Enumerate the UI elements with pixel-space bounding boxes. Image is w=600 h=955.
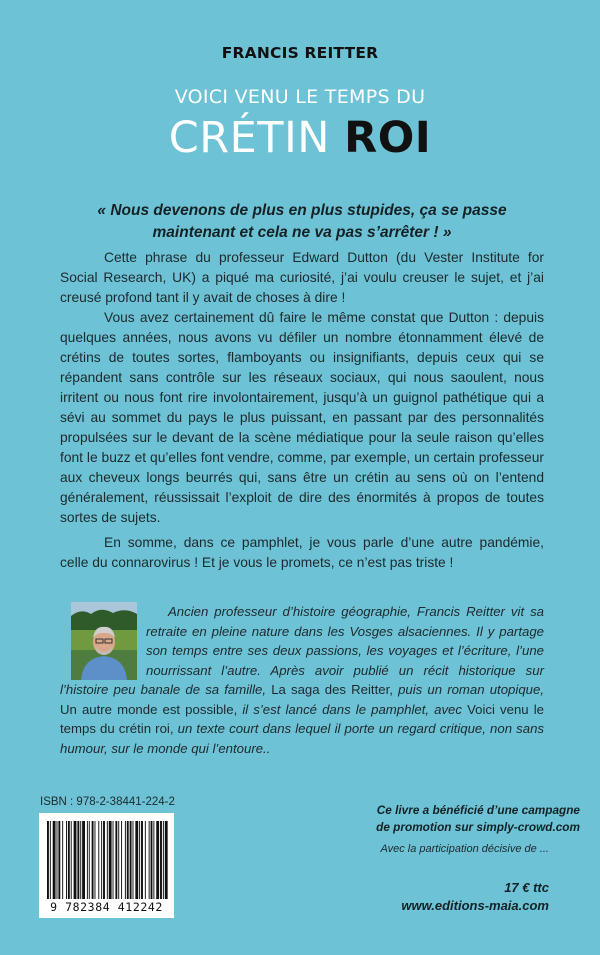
barcode-digits: 9 782384 412242: [50, 900, 163, 914]
title-word-roi: ROI: [344, 113, 432, 163]
title-word-cretin: CRÉTIN: [168, 113, 330, 163]
book-subtitle: VOICI VENU LE TEMPS DU: [174, 86, 426, 108]
blurb-paragraph-1: Cette phrase du professeur Edward Dutton (du Vester Institute for Social Research, UK) a piqué ma curiosité, j’ai voulu creuser le sujet, et j’ai creusé profond tant il y avait de choses à dire !: [60, 250, 544, 305]
promo-line-1: Ce livre a bénéficié d’une campagne: [376, 803, 580, 817]
book-title: [0, 112, 600, 164]
author-name: FRANCIS REITTER: [221, 44, 379, 62]
promo-line-2: de promotion sur simply-crowd.com: [376, 820, 580, 834]
bio-text-1: Ancien professeur d’histoire géographie, Francis Reitter vit sa retraite en pleine nature dans les Vosges alsaciennes. Il y partage son temps entre ses deux passions, les voyages et l’écriture, l’une nourrissant l’autre. Après avoir publié un récit historique sur l’histoire peu banale de sa famille,: [60, 604, 544, 697]
epigraph-quote: « Nous devenons de plus en plus stupides, ça se passe maintenant et cela ne va pas s’arrêter ! »: [97, 202, 507, 241]
publisher-website: www.editions-maia.com: [401, 898, 549, 913]
blurb-paragraph-2: Vous avez certainement dû faire le même constat que Dutton : depuis quelques années, nous avons vu défiler un nombre étonnamment élevé de crétins de toutes sortes, flamboyants ou insignifiants, depuis ceux qui se répandent sans contrôle sur les réseaux sociaux, qui nous saoulent, nous irritent ou nous font rire involontairement, jusqu’à un guignol pathétique qui a sévi au sommet du pays le plus puissant, en passant par des personnalités propulsées sur le devant de la scène médiatique pour la seule raison qu’elles font le buzz et qu’elles font vendre, comme, par exemple, un certain professeur aux cheveux longs beurrés qui, sans être un crétin au sens où on l’entend généralement, réussissait l’exploit de dire des énormités à propos de toutes sortes de sujets.: [60, 310, 544, 525]
bio-text-2: puis un roman utopique,: [398, 682, 544, 697]
blurb-paragraph-3: En somme, dans ce pamphlet, je vous parle d’une autre pandémie, celle du connarovirus ! Et je vous le promets, ce n’est pas triste !: [60, 535, 544, 570]
bio-text-3: il s’est lancé dans le pamphlet, avec: [242, 701, 462, 717]
bio-book-3: Voici venu le temps du crétin roi,: [60, 701, 544, 736]
bio-book-2: Un autre monde est possible,: [60, 701, 238, 717]
bio-text-4: un texte court dans lequel il porte un regard critique, non sans humour, sur le monde qui l’entoure..: [60, 721, 544, 756]
participation-note: Avec la participation décisive de ...: [380, 843, 549, 855]
promotion-note: [320, 802, 580, 836]
author-photo: [71, 602, 137, 680]
isbn-label: ISBN : 978-2-38441-224-2: [40, 796, 175, 808]
bio-book-1: La saga des Reitter,: [271, 682, 393, 697]
price: 17 € ttc: [504, 880, 549, 895]
